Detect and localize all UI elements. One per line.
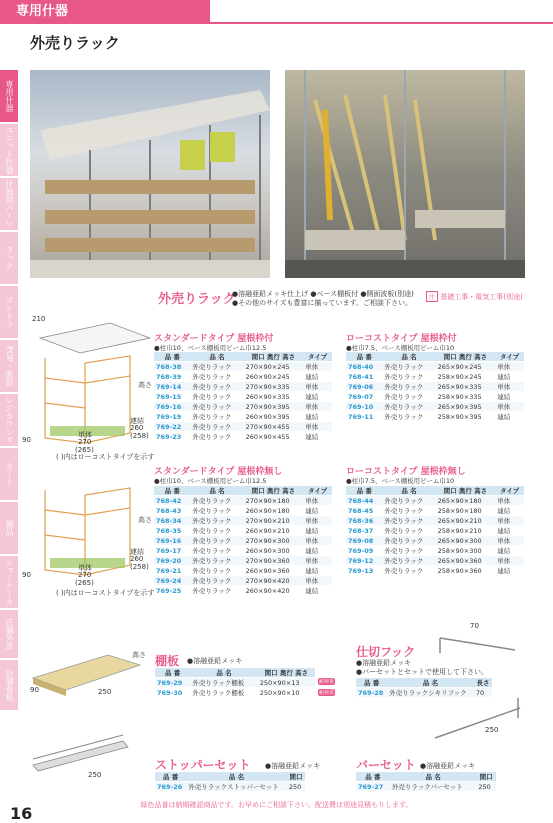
- col-type: タイプ: [495, 352, 524, 362]
- col-size: 間口 奥行 高さ: [244, 352, 304, 362]
- shelf-dim-height: 高さ: [132, 651, 146, 659]
- item-code: 769-10: [346, 402, 382, 412]
- item-type: 連結: [303, 586, 332, 596]
- item-code: 769-16: [154, 402, 190, 412]
- feature-note-1: ●溶融亜鉛メッキ仕上げ ●ベース棚板付 ●側面波板(別途): [232, 290, 414, 298]
- dim-depth: 90: [22, 436, 31, 444]
- col-name: 品 名: [190, 668, 257, 678]
- item-code: 768-40: [346, 362, 382, 372]
- table-row: [346, 372, 524, 382]
- item-type: 単体: [495, 496, 524, 506]
- side-tab-8[interactable]: カート: [0, 448, 18, 500]
- col-name: 品 名: [382, 486, 435, 496]
- bar-set-table: [356, 772, 496, 792]
- outdoor-rack-photo-1: [30, 70, 270, 278]
- item-code: 768-41: [346, 372, 382, 382]
- item-name: 外売りラック: [190, 516, 243, 526]
- side-tab-2[interactable]: ユニット什器: [0, 124, 18, 176]
- table-row: [154, 516, 332, 526]
- table-row: [154, 422, 332, 432]
- item-size: 258×90×210: [436, 526, 496, 536]
- item-name: 外売りラック: [190, 576, 243, 586]
- item-name: 外売りラック: [190, 422, 243, 432]
- product-title: 外売りラック: [158, 292, 236, 307]
- table-row: [346, 566, 524, 576]
- item-type: 連結: [303, 546, 332, 556]
- item-size: 260×90×300: [244, 546, 304, 556]
- hook-dim-width: 250: [485, 726, 499, 734]
- shelf-note: ●溶融亜鉛メッキ: [187, 657, 243, 665]
- dim-link-value: 260: [130, 555, 144, 563]
- item-type: 連結: [495, 412, 524, 422]
- table-row: [154, 536, 332, 546]
- item-size: 265×90×245: [436, 362, 496, 372]
- table-row: [356, 782, 496, 792]
- item-code: 769-08: [346, 536, 382, 546]
- item-type: 単体: [495, 402, 524, 412]
- item-code: 769-12: [346, 556, 382, 566]
- item-type: 単体: [303, 496, 332, 506]
- table-row: [154, 412, 332, 422]
- col-name: 品 名: [190, 486, 243, 496]
- item-type: 単体: [495, 556, 524, 566]
- item-name: 外売りラック: [190, 392, 243, 402]
- item-size: 265×90×360: [436, 556, 496, 566]
- table-row: [154, 506, 332, 516]
- side-tab-5[interactable]: ゴンドラ: [0, 286, 18, 338]
- category-header: 専用什器: [0, 0, 210, 24]
- item-code: 768-44: [346, 496, 382, 506]
- item-name: 外売りラック: [382, 392, 435, 402]
- std-roof-table: [154, 352, 332, 442]
- item-type: 連結: [303, 526, 332, 536]
- item-name: 外売りラック: [382, 526, 435, 536]
- item-type: 単体: [303, 362, 332, 372]
- stopper-illustration: [28, 733, 146, 788]
- item-name: 外売りラック: [382, 382, 435, 392]
- item-name: 外売りラック: [190, 506, 243, 516]
- low-roof-table: [346, 352, 524, 422]
- item-type: 単体: [495, 536, 524, 546]
- item-size: 250×90×10: [258, 688, 315, 698]
- dim-single-alt: (265): [75, 446, 94, 454]
- item-code: 768-37: [346, 526, 382, 536]
- std-noroof-spec: ●柱巾10、ベース棚板用ビーム巾12.5: [154, 477, 267, 485]
- item-size: 270×90×245: [244, 362, 304, 372]
- item-code: 769-24: [154, 576, 190, 586]
- item-size: 260×90×395: [244, 412, 304, 422]
- item-size: 258×90×360: [436, 566, 496, 576]
- stopper-title: ストッパーセット: [155, 758, 251, 772]
- item-code: 769-09: [346, 546, 382, 556]
- col-code: 品 番: [346, 352, 382, 362]
- table-row: [154, 496, 332, 506]
- item-size: 265×90×210: [436, 516, 496, 526]
- side-index: [0, 70, 18, 710]
- item-code: 769-21: [154, 566, 190, 576]
- col-name: 品 名: [190, 352, 243, 362]
- stopper-table: [155, 772, 305, 792]
- item-name: 外売りラック: [190, 586, 243, 596]
- std-roof-spec: ●柱巾10、ベース棚板用ビーム巾12.5: [154, 344, 267, 352]
- item-code: 768-36: [346, 516, 382, 526]
- table-row: [346, 402, 524, 412]
- table-row: [346, 556, 524, 566]
- side-tab-10[interactable]: ショーケース: [0, 556, 18, 608]
- item-name: 外売りラック: [382, 516, 435, 526]
- col-size: 間口 奥行 高さ: [244, 486, 304, 496]
- item-type: 連結: [495, 546, 524, 556]
- dim-single-label: 単体: [78, 564, 92, 572]
- diagram1-caption: ( )内はローコストタイプを示す: [56, 453, 155, 461]
- item-size: 260×90×420: [244, 586, 304, 596]
- hook-dim-length: 70: [470, 622, 479, 630]
- dim-single-value: 270: [78, 438, 92, 446]
- item-type: 単体: [303, 422, 332, 432]
- side-tab-6[interactable]: POP・販促: [0, 340, 18, 392]
- item-code: 769-11: [346, 412, 382, 422]
- item-size: 260×90×455: [244, 432, 304, 442]
- dim-single-value: 270: [78, 571, 92, 579]
- table-row: [154, 382, 332, 392]
- item-size: 270×90×180: [244, 496, 304, 506]
- item-size: 270×90×300: [244, 536, 304, 546]
- item-code: 769-23: [154, 432, 190, 442]
- bar-set-title: バーセット: [356, 758, 416, 772]
- item-code: 769-14: [154, 382, 190, 392]
- rack-diagram-roof: [22, 315, 155, 458]
- shelf-board-illustration: [28, 640, 146, 702]
- item-type: 単体: [303, 402, 332, 412]
- item-type: 単体: [495, 516, 524, 526]
- dim-link-label: 連結: [130, 548, 144, 556]
- col-size: 間口 奥行 高さ: [436, 352, 496, 362]
- col-width: 間口: [476, 772, 496, 782]
- col-length: 長さ: [474, 678, 492, 688]
- item-name: 外売りラック: [190, 546, 243, 556]
- item-type: 連結: [303, 412, 332, 422]
- item-size: 258×90×180: [436, 506, 496, 516]
- item-name: 外売りラック: [382, 412, 435, 422]
- item-size: 258×90×335: [436, 392, 496, 402]
- item-size: 270×90×335: [244, 382, 304, 392]
- page-number: 16: [10, 804, 33, 823]
- item-code: 769-15: [154, 392, 190, 402]
- item-size: 260×90×245: [244, 372, 304, 382]
- table-row: [155, 688, 315, 698]
- item-name: 外売りラック: [190, 556, 243, 566]
- hook-note-2: ●バーセットとセットで使用して下さい。: [356, 668, 488, 676]
- item-name: 外売りラック: [382, 402, 435, 412]
- note-badge: 注: [426, 291, 438, 302]
- hook-illustration: [430, 618, 530, 748]
- col-code: 品 番: [356, 772, 390, 782]
- item-name: 外売りラック: [190, 526, 243, 536]
- item-code: 768-39: [154, 372, 190, 382]
- col-name: 品 名: [382, 352, 435, 362]
- dim-single-label: 単体: [78, 431, 92, 439]
- col-code: 品 番: [356, 678, 387, 688]
- header-rule: [210, 22, 553, 24]
- item-size: 250×90×13: [258, 678, 315, 688]
- load-tag-2: 耐荷重: [319, 690, 335, 696]
- note-badge-text: 基礎工事・電気工事(別途): [440, 293, 523, 301]
- item-code: 769-29: [155, 678, 190, 688]
- shelf-dim-depth: 90: [30, 686, 39, 694]
- page-title: 外売りラック: [30, 34, 120, 52]
- dim-single-alt: (265): [75, 579, 94, 587]
- item-size: 260×90×210: [244, 526, 304, 536]
- item-name: 外売りラック: [190, 496, 243, 506]
- item-code: 769-22: [154, 422, 190, 432]
- table-row: [346, 362, 524, 372]
- item-type: 連結: [303, 392, 332, 402]
- table-row: [154, 576, 332, 586]
- item-code: 768-42: [154, 496, 190, 506]
- outdoor-rack-photo-2: [285, 70, 525, 278]
- col-code: 品 番: [154, 352, 190, 362]
- item-size: 270×90×395: [244, 402, 304, 412]
- hook-note-1: ●溶融亜鉛メッキ: [356, 659, 412, 667]
- item-size: 270×90×420: [244, 576, 304, 586]
- item-name: 外売りラック: [190, 412, 243, 422]
- col-name: 品 名: [390, 772, 476, 782]
- low-roof-spec: ●柱巾7.5、ベース棚板用ビーム巾10: [346, 344, 455, 352]
- item-code: 769-17: [154, 546, 190, 556]
- item-code: 769-28: [356, 688, 387, 698]
- low-noroof-title: ローコストタイプ 屋根枠無し: [346, 467, 466, 477]
- col-type: タイプ: [495, 486, 524, 496]
- bar-set-note: ●溶融亜鉛メッキ: [420, 762, 476, 770]
- table-row: [154, 556, 332, 566]
- dim-height: 高さ: [138, 516, 152, 524]
- table-row: [155, 782, 305, 792]
- table-row: [346, 382, 524, 392]
- item-type: 単体: [495, 362, 524, 372]
- table-row: [154, 586, 332, 596]
- table-row: [154, 372, 332, 382]
- table-row: [346, 392, 524, 402]
- side-tab-7[interactable]: レジカウンタ: [0, 394, 18, 446]
- side-tab-3[interactable]: 什器用パーツ: [0, 178, 18, 230]
- item-name: 外売りラック: [382, 546, 435, 556]
- footer-note: 緑色品番は納期確認商品です。お早めにご相談下さい。配送費は別途見積もりします。: [140, 801, 413, 809]
- dim-link-label: 連結: [130, 417, 144, 425]
- item-type: 連結: [495, 526, 524, 536]
- item-type: 単体: [303, 516, 332, 526]
- item-code: 768-38: [154, 362, 190, 372]
- item-code: 768-43: [154, 506, 190, 516]
- item-type: 連結: [303, 372, 332, 382]
- item-code: 769-16: [154, 536, 190, 546]
- col-width: 間口: [287, 772, 305, 782]
- item-size: 265×90×180: [436, 496, 496, 506]
- item-size: 258×90×245: [436, 372, 496, 382]
- item-type: 連結: [303, 432, 332, 442]
- item-name: 外売りラック: [382, 496, 435, 506]
- table-row: [154, 402, 332, 412]
- shelf-table: [155, 668, 315, 698]
- item-name: 外売りラック: [190, 432, 243, 442]
- item-name: 外売りラック棚板: [190, 678, 257, 688]
- item-name: 外売りラックストッパーセット: [186, 782, 287, 792]
- item-size: 270×90×455: [244, 422, 304, 432]
- item-name: 外売りラックバーセット: [390, 782, 476, 792]
- item-code: 769-20: [154, 556, 190, 566]
- table-row: [154, 432, 332, 442]
- item-code: 769-25: [154, 586, 190, 596]
- item-type: 連結: [495, 566, 524, 576]
- item-size: 260×90×180: [244, 506, 304, 516]
- col-code: 品 番: [154, 486, 190, 496]
- item-length: 70: [474, 688, 492, 698]
- table-row: [346, 526, 524, 536]
- item-size: 260×90×360: [244, 566, 304, 576]
- item-code: 769-13: [346, 566, 382, 576]
- item-name: 外売りラック: [190, 536, 243, 546]
- table-row: [155, 678, 315, 688]
- col-name: 品 名: [186, 772, 287, 782]
- item-width: 250: [476, 782, 496, 792]
- item-name: 外売りラック: [382, 362, 435, 372]
- col-type: タイプ: [303, 352, 332, 362]
- item-size: 258×90×300: [436, 546, 496, 556]
- stopper-dim-width: 250: [88, 771, 102, 779]
- item-code: 769-19: [154, 412, 190, 422]
- col-size: 間口 奥行 高さ: [436, 486, 496, 496]
- side-tab-12[interactable]: 店舗看板: [0, 660, 18, 710]
- item-size: 270×90×360: [244, 556, 304, 566]
- table-row: [346, 412, 524, 422]
- item-type: 連結: [303, 566, 332, 576]
- item-type: 単体: [303, 576, 332, 586]
- dim-link-value: 260: [130, 424, 144, 432]
- std-noroof-table: [154, 486, 332, 596]
- item-size: 265×90×335: [436, 382, 496, 392]
- item-code: 769-26: [155, 782, 186, 792]
- low-noroof-table: [346, 486, 524, 576]
- item-type: 単体: [303, 536, 332, 546]
- table-row: [154, 362, 332, 372]
- item-code: 769-07: [346, 392, 382, 402]
- table-row: [346, 516, 524, 526]
- table-row: [346, 536, 524, 546]
- table-row: [154, 526, 332, 536]
- feature-note-2: ●その他のサイズも豊富に揃っています。ご相談下さい。: [232, 299, 412, 307]
- shelf-dim-width: 250: [98, 688, 112, 696]
- table-row: [154, 546, 332, 556]
- item-name: 外売りラック棚板: [190, 688, 257, 698]
- construction-note: [426, 291, 523, 302]
- item-name: 外売りラック: [190, 382, 243, 392]
- stopper-note: ●溶融亜鉛メッキ: [265, 762, 321, 770]
- side-tab-9[interactable]: 備品: [0, 502, 18, 554]
- item-code: 769-30: [155, 688, 190, 698]
- dim-height: 高さ: [138, 381, 152, 389]
- shelf-title: 棚板: [155, 654, 180, 668]
- table-row: [154, 392, 332, 402]
- std-noroof-title: スタンダードタイプ 屋根枠無し: [154, 467, 283, 477]
- item-name: 外売りラック: [382, 536, 435, 546]
- rack-diagram-noroof: [22, 475, 155, 590]
- item-name: 外売りラック: [190, 362, 243, 372]
- item-type: 連結: [303, 506, 332, 516]
- col-size: 間口 奥行 高さ: [258, 668, 315, 678]
- dim-width: 210: [32, 315, 46, 323]
- hook-title: 仕切フック: [356, 645, 416, 659]
- low-roof-title: ローコストタイプ 屋根枠付: [346, 334, 457, 344]
- item-code: 769-06: [346, 382, 382, 392]
- col-type: タイプ: [303, 486, 332, 496]
- diagram2-caption: ( )内はローコストタイプを示す: [56, 589, 155, 597]
- col-code: 品 番: [155, 668, 190, 678]
- item-name: 外売りラックシキリフック: [387, 688, 474, 698]
- table-row: [346, 506, 524, 516]
- item-name: 外売りラック: [190, 402, 243, 412]
- table-row: [154, 566, 332, 576]
- item-code: 768-45: [346, 506, 382, 516]
- item-size: 258×90×395: [436, 412, 496, 422]
- std-roof-title: スタンダードタイプ 屋根枠付: [154, 334, 274, 344]
- dim-depth: 90: [22, 571, 31, 579]
- table-row: [346, 496, 524, 506]
- item-type: 単体: [495, 382, 524, 392]
- side-tab-11[interactable]: 店舗外部: [0, 610, 18, 658]
- table-row: [346, 546, 524, 556]
- col-code: 品 番: [346, 486, 382, 496]
- item-name: 外売りラック: [190, 372, 243, 382]
- item-code: 768-35: [154, 526, 190, 536]
- item-type: 連結: [495, 372, 524, 382]
- item-size: 260×90×335: [244, 392, 304, 402]
- item-name: 外売りラック: [382, 506, 435, 516]
- low-noroof-spec: ●柱巾7.5、ベース棚板用ビーム巾10: [346, 477, 455, 485]
- item-code: 769-27: [356, 782, 390, 792]
- item-name: 外売りラック: [190, 566, 243, 576]
- col-name: 品 名: [387, 678, 474, 688]
- col-code: 品 番: [155, 772, 186, 782]
- item-name: 外売りラック: [382, 566, 435, 576]
- item-size: 265×90×395: [436, 402, 496, 412]
- item-type: 連結: [495, 392, 524, 402]
- item-size: 265×90×300: [436, 536, 496, 546]
- item-type: 単体: [303, 382, 332, 392]
- dim-link-alt: (258): [130, 432, 149, 440]
- item-name: 外売りラック: [382, 372, 435, 382]
- item-size: 270×90×210: [244, 516, 304, 526]
- item-type: 単体: [303, 556, 332, 566]
- side-tab-1[interactable]: 専用什器: [0, 70, 18, 122]
- item-name: 外売りラック: [382, 556, 435, 566]
- item-width: 250: [287, 782, 305, 792]
- side-tab-4[interactable]: ラック: [0, 232, 18, 284]
- dim-link-alt: (258): [130, 563, 149, 571]
- item-code: 768-34: [154, 516, 190, 526]
- item-type: 連結: [495, 506, 524, 516]
- load-tag-1: 耐荷重: [319, 679, 335, 685]
